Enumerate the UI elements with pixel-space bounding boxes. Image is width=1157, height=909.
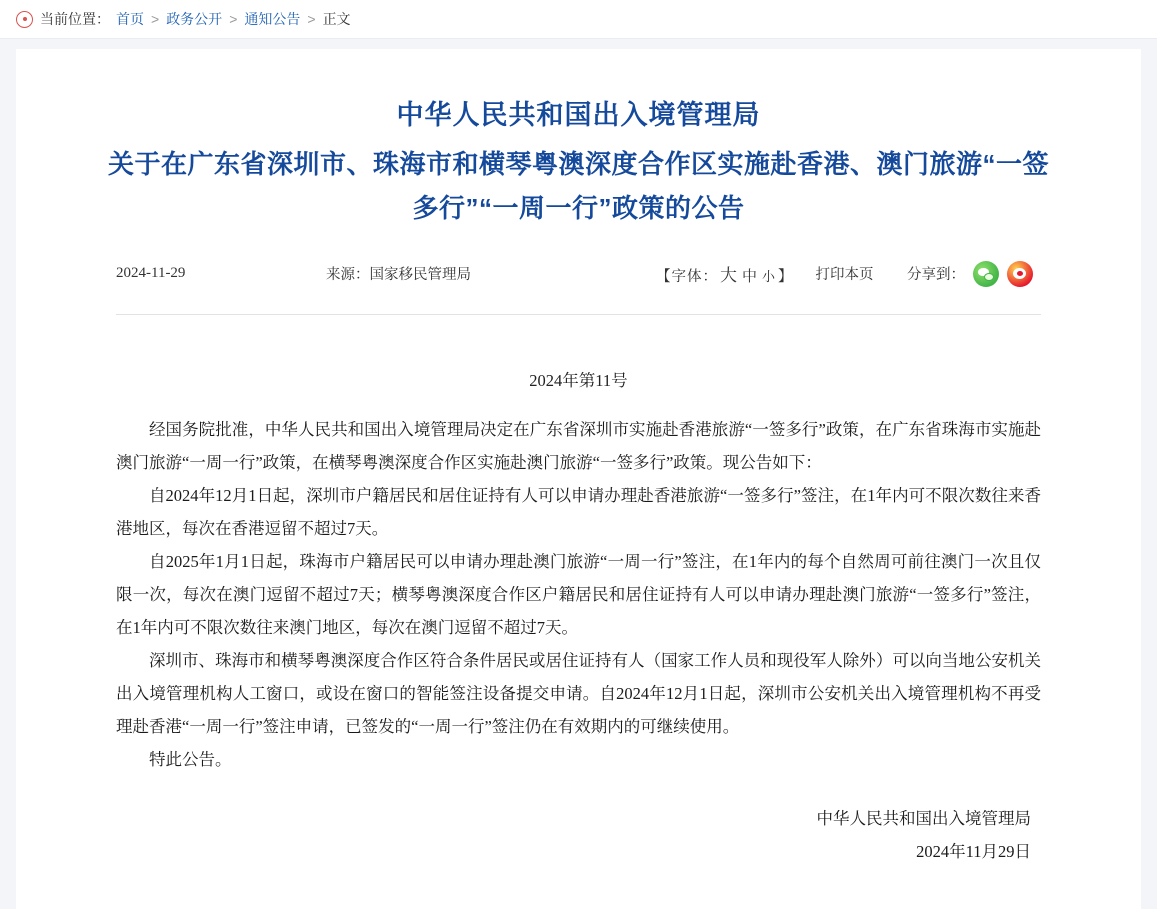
share-label: 分享到： <box>907 267 965 284</box>
article-paragraph: 特此公告。 <box>149 749 232 769</box>
article-paragraph: 自2024年12月1日起，深圳市户籍居民和居住证持有人可以申请办理赴香港旅游“一签多行”签注，在1年内可不限次数往来香港地区，每次在香港逗留不超过7天。 <box>116 485 1041 538</box>
share-block <box>907 261 1041 287</box>
article-paragraph: 自2025年1月1日起，珠海市户籍居民可以申请办理赴澳门旅游“一周一行”签注，在1年内的每个自然周可前往澳门一次且仅限一次，每次在澳门逗留不超过7天；横琴粤澳深度合作区户籍居民和居住证持有人可以申请办理赴澳门旅游“一签多行”签注，在1年内可不限次数往来澳门地区，每次在澳门逗留不超过7天。 <box>116 551 1041 637</box>
breadcrumb-item-announcements[interactable]: 通知公告 <box>244 11 301 27</box>
font-size-suffix: 】 <box>778 269 794 286</box>
font-size-medium-button[interactable]: 中 <box>742 268 759 286</box>
font-size-prefix: 【字体： <box>656 269 718 286</box>
page-subtitle: 关于在广东省深圳市、珠海市和横琴粤澳深度合作区实施赴香港、澳门旅游“一签多行”“一周一行”政策的公告 <box>107 148 1049 223</box>
weibo-icon[interactable] <box>1007 261 1033 287</box>
signature-organization: 中华人民共和国出入境管理局 <box>816 808 1031 828</box>
page-title: 中华人民共和国出入境管理局 <box>396 100 761 130</box>
breadcrumb-item-current: 正文 <box>322 11 351 27</box>
meta-divider <box>116 314 1041 315</box>
breadcrumb-separator: > <box>229 11 238 27</box>
breadcrumb-item-government-affairs[interactable]: 政务公开 <box>166 11 223 27</box>
font-size-control <box>656 261 794 286</box>
font-size-small-button[interactable]: 小 <box>762 269 777 285</box>
article-signature <box>116 802 1041 868</box>
breadcrumb <box>0 0 1157 39</box>
breadcrumb-separator: > <box>307 11 316 27</box>
document-number: 2024年第11号 <box>529 370 628 390</box>
article-body <box>116 413 1041 776</box>
print-page-button[interactable]: 打印本页 <box>815 267 874 284</box>
article-meta-row <box>116 256 1041 292</box>
article-paper <box>16 49 1141 909</box>
publish-date: 2024-11-29 <box>116 265 186 282</box>
article-paragraph: 深圳市、珠海市和横琴粤澳深度合作区符合条件居民或居住证持有人（国家工作人员和现役军人除外）可以向当地公安机关出入境管理机构人工窗口，或设在窗口的智能签注设备提交申请。自2024年12月1日起，深圳市公安机关出入境管理机构不再受理赴香港“一周一行”签注申请，已签发的“一周一行”签注仍在有效期内的可继续使用。 <box>116 650 1041 736</box>
breadcrumb-label: 当前位置： <box>40 11 110 27</box>
breadcrumb-separator: > <box>151 11 160 27</box>
title-block <box>16 49 1141 230</box>
breadcrumb-item-home[interactable]: 首页 <box>116 11 144 27</box>
page-wrapper <box>0 39 1157 909</box>
location-pin-icon <box>16 11 33 28</box>
article-paragraph: 经国务院批准，中华人民共和国出入境管理局决定在广东省深圳市实施赴香港旅游“一签多行”政策，在广东省珠海市实施赴澳门旅游“一周一行”政策，在横琴粤澳深度合作区实施赴澳门旅游“一签多行”政策。现公告如下： <box>116 419 1041 472</box>
wechat-icon[interactable] <box>973 261 999 287</box>
signature-date: 2024年11月29日 <box>916 841 1031 861</box>
font-size-large-button[interactable]: 大 <box>720 266 738 286</box>
article-source: 来源：国家移民管理局 <box>326 267 471 284</box>
